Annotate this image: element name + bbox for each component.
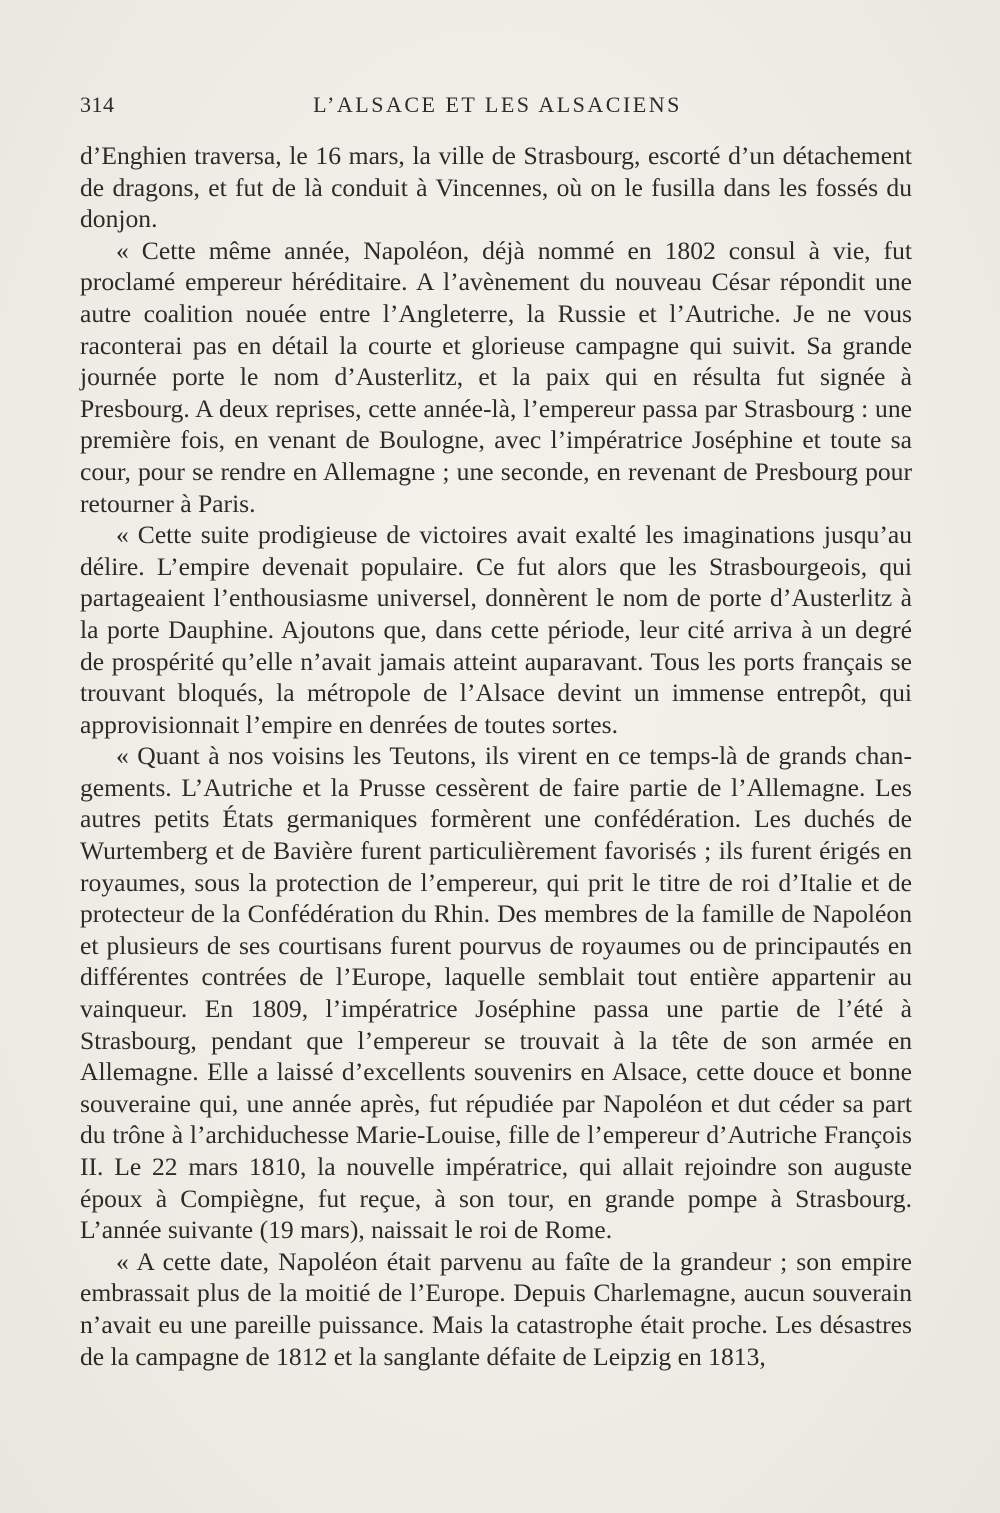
page-number: 314 <box>80 92 115 117</box>
running-title: L’ALSACE ET LES ALSACIENS <box>313 92 682 117</box>
paragraph: « Quant à nos voisins les Teutons, ils virent en ce temps-là de grands changements. L’Autriche et la Prusse cessèrent de faire partie de l’Allemagne. Les autres petits États germaniques formèrent une confédération. Les duchés de Wurtemberg et de Bavière furent particulièrement favorisés ; ils furent érigés en royaumes, sous la protection de l’empereur, qui prit le titre de roi d’Italie et de protecteur de la Confédération du Rhin. Des membres de la famille de Napoléon et plusieurs de ses courtisans furent pourvus de royaumes ou de principautés en différentes contrées de l’Europe, laquelle semblait tout entière appartenir au vainqueur. En 1809, l’impératrice Joséphine passa une partie de l’été à Strasbourg, pendant que l’empereur se trouvait à la tête de son armée en Allemagne. Elle a laissé d’excellents souvenirs en Alsace, cette douce et bonne souveraine qui, une année après, fut répudiée par Napoléon et dut céder sa part du trône à l’archiduchesse Marie-Louise, fille de l’empereur d’Autriche François II. Le 22 mars 1810, la nouvelle impératrice, qui allait rejoindre son auguste époux à Compiègne, fut reçue, à son tour, en grande pompe à Strasbourg. L’année suivante (19 mars), naissait le roi de Rome. <box>80 741 912 1245</box>
paragraph: « Cette même année, Napoléon, déjà nommé en 1802 consul à vie, fut proclamé empereur héréditaire. A l’avènement du nouveau César répondit une autre coalition nouée entre l’Angleterre, la Russie et l’Autriche. Je ne vous raconterai pas en détail la courte et glorieuse campagne qui suivit. Sa grande journée porte le nom d’Austerlitz, et la paix qui en résulta fut signée à Presbourg. A deux reprises, cette année-là, l’empereur passa par Strasbourg : une première fois, en venant de Boulogne, avec l’impératrice Joséphine et toute sa cour, pour se rendre en Allemagne ; une seconde, en revenant de Presbourg pour retourner à Paris. <box>80 235 912 518</box>
page-header <box>80 92 915 122</box>
paragraph-continuation: d’Enghien traversa, le 16 mars, la ville de Strasbourg, escorté d’un détachement de dragons, et fut de là conduit à Vincennes, où on le fusilla dans les fossés du donjon. <box>80 141 912 234</box>
body-text <box>80 140 912 1372</box>
paragraph: « A cette date, Napoléon était parvenu au faîte de la grandeur ; son empire embrassait plus de la moitié de l’Europe. Depuis Charlemagne, aucun souverain n’avait eu une pareille puissance. Mais la catastrophe était proche. Les désastres de la campagne de 1812 et la sanglante défaite de Leipzig en 1813, <box>80 1246 912 1371</box>
paragraph: « Cette suite prodigieuse de victoires avait exalté les imaginations jusqu’au délire. L’empire devenait populaire. Ce fut alors que les Strasbourgeois, qui partageaient l’enthousiasme universel, donnèrent le nom de porte d’Austerlitz à la porte Dauphine. Ajoutons que, dans cette période, leur cité arriva à un degré de prospérité qu’elle n’avait jamais atteint auparavant. Tous les ports français se trouvant bloqués, la métropole de l’Alsace devint un immense entrepôt, qui approvisionnait l’empire en denrées de toutes sortes. <box>80 520 912 739</box>
